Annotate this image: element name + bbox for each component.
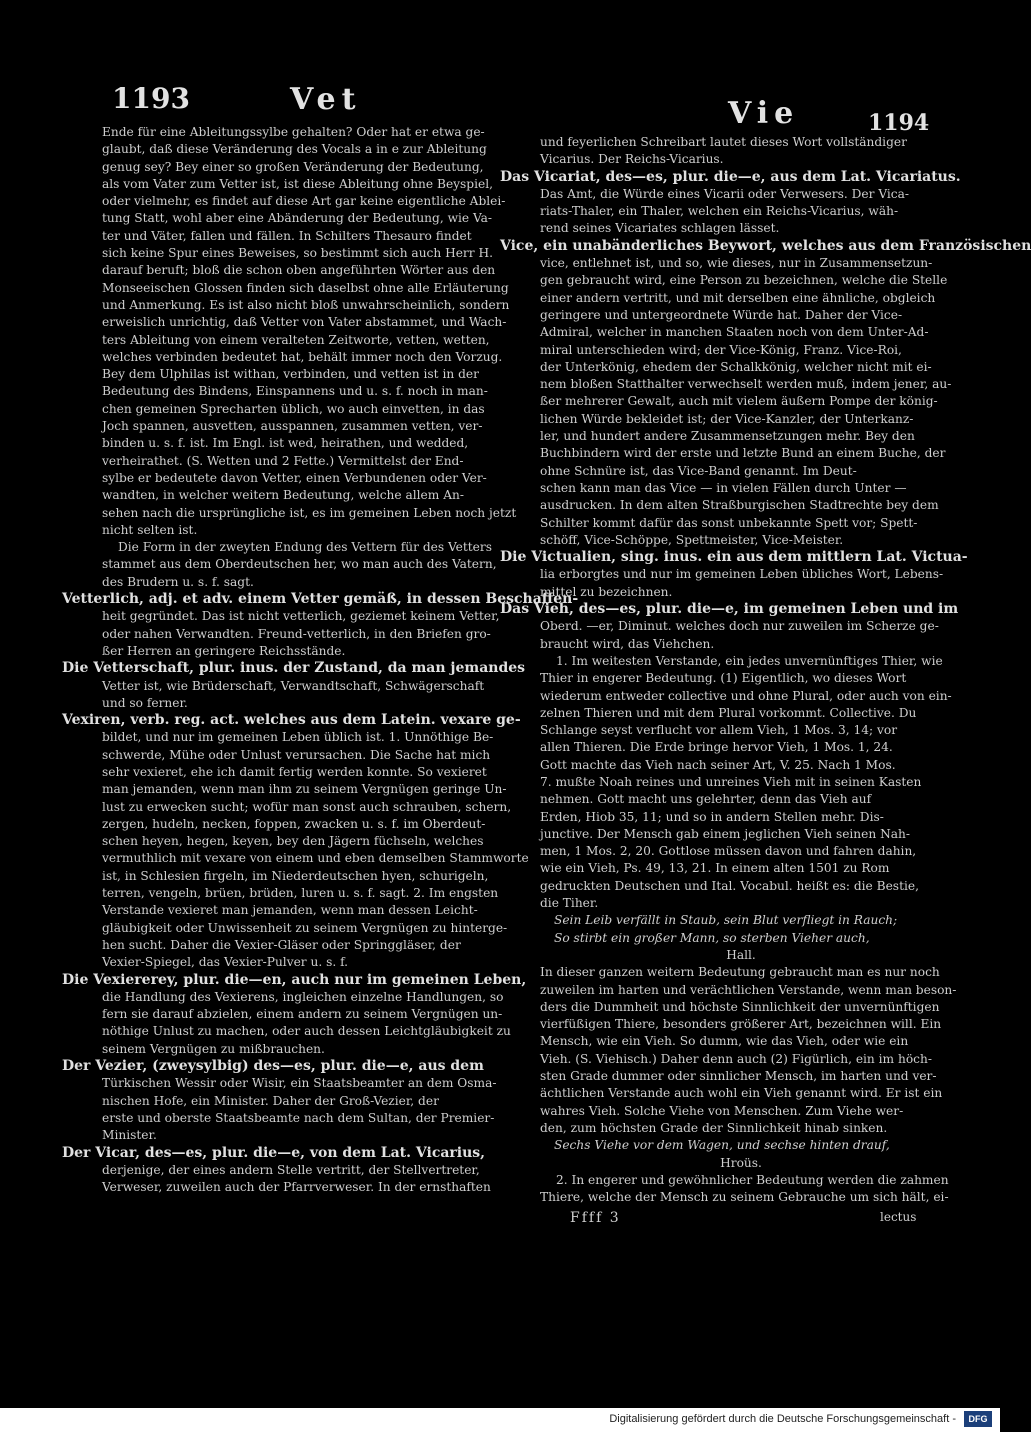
- entry-headword-line: Vetterlich, adj. et adv. einem Vetter gemäß, in dessen Beschaffen-: [62, 591, 579, 608]
- text-line: vice, entlehnet ist, und so, wie dieses, nur in Zusammensetzun-: [540, 256, 933, 271]
- text-line: heit gegründet. Das ist nicht vetterlich, geziemet keinem Vetter,: [102, 609, 500, 624]
- text-line: chen gemeinen Sprecharten üblich, wo auch einvetten, in das: [102, 401, 485, 416]
- text-line: allen Thieren. Die Erde bringe hervor Vieh, 1 Mos. 1, 24.: [540, 740, 893, 755]
- entry-headword-line: Die Vetterschaft, plur. inus. der Zustand, da man jemandes: [62, 660, 526, 677]
- text-line: junctive. Der Mensch gab einem jeglichen Vieh seinen Nah-: [540, 826, 910, 841]
- text-line: und so ferner.: [102, 695, 188, 710]
- text-line: ter und Väter, fallen und fällen. In Schilters Thesauro findet: [102, 228, 472, 243]
- text-line: zergen, hudeln, necken, foppen, zwacken u. s. f. im Oberdeut-: [102, 816, 486, 831]
- catchword: lectus: [880, 1210, 917, 1224]
- text-line: lia erborgtes und nur im gemeinen Leben übliches Wort, Lebens-: [540, 567, 944, 582]
- text-line: als vom Vater zum Vetter ist, ist diese Ableitung ohne Beyspiel,: [102, 176, 493, 191]
- text-line: Admiral, welcher in manchen Staaten noch von dem Unter-Ad-: [540, 325, 929, 340]
- text-line: wandten, in welcher weitern Bedeutung, welche allem An-: [102, 488, 464, 503]
- text-line: men, 1 Mos. 2, 20. Gottlose müssen davon und fahren dahin,: [540, 844, 917, 859]
- text-line: gen gebraucht wird, eine Person zu bezeichnen, welche die Stelle: [540, 273, 948, 288]
- text-line: vermuthlich mit vexare von einem und eben demselben Stammworte: [102, 851, 529, 866]
- text-line: ler, und hundert andere Zusammensetzungen mehr. Bey den: [540, 429, 915, 444]
- text-line: schwerde, Mühe oder Unlust verursachen. Die Sache hat mich: [102, 747, 491, 762]
- text-line: oder vielmehr, es findet auf diese Art gar keine eigentliche Ablei-: [102, 194, 506, 209]
- text-line: vierfüßigen Thiere, besonders größerer Art, bezeichnen will. Ein: [540, 1017, 942, 1032]
- text-line: Thier in engerer Bedeutung. (1) Eigentlich, wo dieses Wort: [540, 671, 907, 686]
- text-line: Erden, Hiob 35, 11; und so in andern Stellen mehr. Dis-: [540, 809, 884, 824]
- text-line: verheirathet. (S. Wetten und 2 Fette.) Vermittelst der End-: [102, 453, 464, 468]
- text-line: nicht selten ist.: [102, 522, 198, 537]
- entry-headword-line: Das Vieh, des—es, plur. die—e, im gemeinen Leben und im: [500, 601, 959, 618]
- text-line: riats-Thaler, ein Thaler, welchen ein Reichs-Vicarius, wäh-: [540, 204, 899, 219]
- text-line: binden u. s. f. ist. Im Engl. ist wed, heirathen, und wedded,: [102, 436, 469, 451]
- text-line: Hall.: [726, 947, 756, 962]
- text-line: Vicarius. Der Reichs-Vicarius.: [540, 152, 724, 167]
- text-line: die Tiher.: [540, 896, 599, 911]
- text-line: Ende für eine Ableitungssylbe gehalten? Oder hat er etwa ge-: [102, 125, 485, 139]
- text-line: Oberd. —er, Diminut. welches doch nur zuweilen im Scherze ge-: [540, 619, 939, 634]
- text-line: man jemanden, wenn man ihm zu seinem Vergnügen geringe Un-: [102, 782, 507, 797]
- right-page-number: 1194: [868, 110, 930, 136]
- text-line: ßer Herren an geringere Reichsstände.: [102, 643, 346, 658]
- text-line: Minister.: [102, 1128, 157, 1143]
- text-line: So stirbt ein großer Mann, so sterben Vieher auch,: [554, 930, 870, 945]
- text-line: einer andern vertritt, und mit derselben eine ähnliche, obgleich: [540, 290, 936, 305]
- text-line: nem bloßen Statthalter verwechselt werden muß, indem jener, au-: [540, 377, 952, 392]
- text-line: und Anmerkung. Es ist also nicht bloß unwahrscheinlich, sondern: [102, 297, 510, 312]
- text-line: ters Ableitung von einem veralteten Zeitworte, vetten, wetten,: [102, 332, 490, 347]
- text-line: schöff, Vice-Schöppe, Spettmeister, Vice-Meister.: [540, 532, 844, 547]
- right-running-head: Vie: [728, 96, 800, 131]
- text-line: der Unterkönig, ehedem der Schalkkönig, welcher nicht mit ei-: [540, 359, 932, 374]
- footer-credit-text: Digitalisierung gefördert durch die Deutsche Forschungsgemeinschaft -: [609, 1413, 956, 1425]
- text-line: nehmen. Gott macht uns gelehrter, denn das Vieh auf: [540, 792, 872, 807]
- text-line: Das Amt, die Würde eines Vicarii oder Verwesers. Der Vica-: [540, 186, 910, 201]
- text-line: Die Form in der zweyten Endung des Vettern für des Vetters: [118, 540, 492, 555]
- entry-headword-line: Die Vexiererey, plur. die—en, auch nur im gemeinen Leben,: [62, 971, 527, 988]
- text-line: Schilter kommt dafür das sonst unbekannte Spett vor; Spett-: [540, 515, 918, 530]
- text-line: Vieh. (S. Viehisch.) Daher denn auch (2) Figürlich, ein im höch-: [540, 1051, 932, 1066]
- text-line: den, zum höchsten Grade der Sinnlichkeit hinab sinken.: [540, 1120, 888, 1135]
- text-line: wie ein Vieh, Ps. 49, 13, 21. In einem alten 1501 zu Rom: [540, 861, 890, 876]
- text-line: ßer mehrerer Gewalt, auch mit vielem äußern Pompe der könig-: [540, 394, 938, 409]
- text-line: sehr vexieret, ehe ich damit fertig werden konnte. So vexieret: [102, 764, 487, 779]
- text-line: miral unterschieden wird; der Vice-König, Franz. Vice-Roi,: [540, 342, 902, 357]
- text-line: erweislich unrichtig, daß Vetter von Vater abstammet, und Wach-: [102, 315, 507, 330]
- text-line: wiederum entweder collective und ohne Plural, oder auch von ein-: [540, 688, 952, 703]
- text-line: Joch spannen, ausvetten, ausspannen, zusammen vetten, ver-: [102, 419, 483, 434]
- text-line: gläubigkeit oder Unwissenheit zu seinem Vergnügen zu hinterge-: [102, 920, 508, 935]
- text-line: Gott machte das Vieh nach seiner Art, V. 25. Nach 1 Mos.: [540, 757, 896, 772]
- text-line: genug sey? Bey einer so großen Veränderung der Bedeutung,: [102, 159, 484, 174]
- text-line: geringere und untergeordnete Würde hat. Daher der Vice-: [540, 307, 903, 322]
- text-line: ohne Schnüre ist, das Vice-Band genannt. Im Deut-: [540, 463, 857, 478]
- text-line: 1. Im weitesten Verstande, ein jedes unvernünftiges Thier, wie: [556, 653, 943, 668]
- text-line: Sein Leib verfällt in Staub, sein Blut verfliegt in Rauch;: [554, 913, 898, 928]
- text-line: Monseeischen Glossen finden sich daselbst ohne alle Erläuterung: [102, 280, 509, 295]
- text-line: mittel zu bezeichnen.: [540, 584, 673, 599]
- text-line: bildet, und nur im gemeinen Leben üblich ist. 1. Unnöthige Be-: [102, 730, 494, 745]
- text-line: Mensch, wie ein Vieh. So dumm, wie das Vieh, oder wie ein: [540, 1034, 909, 1049]
- text-line: rend seines Vicariates schlagen lässet.: [540, 221, 780, 236]
- entry-headword-line: Vexiren, verb. reg. act. welches aus dem Latein. vexare ge-: [62, 712, 521, 729]
- text-line: Bedeutung des Bindens, Einspannens und u. s. f. noch in man-: [102, 384, 488, 399]
- text-line: zuweilen im harten und verächtlichen Verstande, wenn man beson-: [540, 982, 957, 997]
- text-line: wahres Vieh. Solche Viehe von Menschen. Zum Viehe wer-: [540, 1103, 904, 1118]
- text-line: derjenige, der eines andern Stelle vertritt, der Stellvertreter,: [102, 1162, 480, 1177]
- text-line: schen kann man das Vice — in vielen Fällen durch Unter —: [540, 480, 907, 495]
- text-line: Türkischen Wessir oder Wisir, ein Staatsbeamter an dem Osma-: [102, 1076, 497, 1091]
- entry-headword-line: Das Vicariat, des—es, plur. die—e, aus dem Lat. Vicariatus.: [500, 168, 961, 185]
- text-line: lust zu erwecken sucht; wofür man sonst auch schrauben, schern,: [102, 799, 512, 814]
- text-line: Sechs Viehe vor dem Wagen, und sechse hinten drauf,: [554, 1138, 890, 1153]
- text-line: gedruckten Deutschen und Ital. Vocabul. heißt es: die Bestie,: [540, 878, 919, 893]
- text-line: Vexier-Spiegel, das Vexier-Pulver u. s. f.: [102, 955, 349, 970]
- text-line: glaubt, daß diese Veränderung des Vocals a in e zur Ableitung: [102, 142, 487, 157]
- text-line: In dieser ganzen weitern Bedeutung gebraucht man es nur noch: [540, 965, 940, 980]
- entry-headword-line: Der Vicar, des—es, plur. die—e, von dem Lat. Vicarius,: [62, 1144, 486, 1161]
- entry-headword-line: Die Victualien, sing. inus. ein aus dem mittlern Lat. Victua-: [500, 549, 968, 566]
- text-line: 2. In engerer und gewöhnlicher Bedeutung werden die zahmen: [556, 1172, 949, 1187]
- text-line: Verweser, zuweilen auch der Pfarrverweser. In der ernsthaften: [102, 1180, 491, 1195]
- text-line: nöthige Unlust zu machen, oder auch dessen Leichtgläubigkeit zu: [102, 1024, 511, 1039]
- text-line: Hroüs.: [720, 1155, 762, 1170]
- text-line: die Handlung des Vexierens, ingleichen einzelne Handlungen, so: [102, 989, 504, 1004]
- text-line: ist, in Schlesien firgeln, im Niederdeutschen hyen, schurigeln,: [102, 868, 489, 883]
- text-line: Thiere, welche der Mensch zu seinem Gebrauche um sich hält, ei-: [540, 1190, 949, 1205]
- left-page-number: 1193: [112, 82, 190, 115]
- text-line: 7. mußte Noah reines und unreines Vieh mit in seinen Kasten: [540, 774, 922, 789]
- signature-mark: Ffff 3: [570, 1210, 621, 1226]
- text-line: ausdrucken. In dem alten Straßburgischen Stadtrechte bey dem: [540, 498, 939, 513]
- text-line: sten Grade dummer oder sinnlicher Mensch, im harten und ver-: [540, 1069, 937, 1084]
- text-line: tung Statt, wohl aber eine Abänderung der Bedeutung, wie Va-: [102, 211, 493, 226]
- text-line: des Brudern u. s. f. sagt.: [102, 574, 254, 589]
- text-line: Buchbindern wird der erste und letzte Bund an einem Buche, der: [540, 446, 946, 461]
- right-text-column: [500, 134, 1031, 1210]
- text-line: lichen Würde bekleidet ist; der Vice-Kanzler, der Unterkanz-: [540, 411, 914, 426]
- text-line: erste und oberste Staatsbeamte nach dem Sultan, der Premier-: [102, 1110, 495, 1125]
- text-line: zelnen Thieren und mit dem Plural vorkommt. Collective. Du: [540, 705, 917, 720]
- text-line: seinem Vergnügen zu mißbrauchen.: [102, 1041, 325, 1056]
- entry-headword-line: Vice, ein unabänderliches Beywort, welches aus dem Französischen: [500, 237, 1031, 254]
- dfg-logo[interactable]: DFG: [964, 1411, 992, 1427]
- text-line: ders die Dummheit und höchste Sinnlichkeit der unvernünftigen: [540, 999, 940, 1014]
- text-line: Schlange seyst verflucht vor allem Vieh, 1 Mos. 3, 14; vor: [540, 723, 898, 738]
- digitization-footer: [0, 1408, 1000, 1432]
- text-line: oder nahen Verwandten. Freund-vetterlich, in den Briefen gro-: [102, 626, 491, 641]
- text-line: hen sucht. Daher die Vexier-Gläser oder Springgläser, der: [102, 937, 461, 952]
- text-line: Verstande vexieret man jemanden, wenn man dessen Leicht-: [102, 903, 478, 918]
- left-running-head: Vet: [290, 82, 362, 117]
- text-line: sylbe er bedeutete davon Vetter, einen Verbundenen oder Ver-: [102, 470, 487, 485]
- text-line: stammet aus dem Oberdeutschen her, wo man auch des Vatern,: [102, 557, 497, 572]
- text-line: ächtlichen Verstande auch wohl ein Vieh genannt wird. Er ist ein: [540, 1086, 943, 1101]
- text-line: darauf beruft; bloß die schon oben angeführten Wörter aus den: [102, 263, 496, 278]
- text-line: schen heyen, hegen, keyen, bey den Jägern füchseln, welches: [102, 834, 484, 849]
- text-line: nischen Hofe, ein Minister. Daher der Groß-Vezier, der: [102, 1093, 439, 1108]
- text-line: Bey dem Ulphilas ist withan, verbinden, und vetten ist in der: [102, 367, 479, 382]
- entry-headword-line: Der Vezier, (zweysylbig) des—es, plur. die—e, aus dem: [62, 1058, 484, 1075]
- text-line: und feyerlichen Schreibart lautet dieses Wort vollständiger: [540, 135, 907, 149]
- text-line: fern sie darauf abzielen, einem andern zu seinem Vergnügen un-: [102, 1007, 503, 1022]
- text-line: Vetter ist, wie Brüderschaft, Verwandtschaft, Schwägerschaft: [102, 678, 485, 693]
- text-line: welches verbinden bedeutet hat, behält immer noch den Vorzug.: [102, 349, 503, 364]
- text-line: terren, vengeln, brüen, brüden, luren u. s. f. sagt. 2. Im engsten: [102, 886, 499, 901]
- text-line: sehen nach die ursprüngliche ist, es im gemeinen Leben noch jetzt: [102, 505, 517, 520]
- text-line: sich keine Spur eines Beweises, so bestimmt sich auch Herr H.: [102, 246, 493, 261]
- text-line: braucht wird, das Viehchen.: [540, 636, 715, 651]
